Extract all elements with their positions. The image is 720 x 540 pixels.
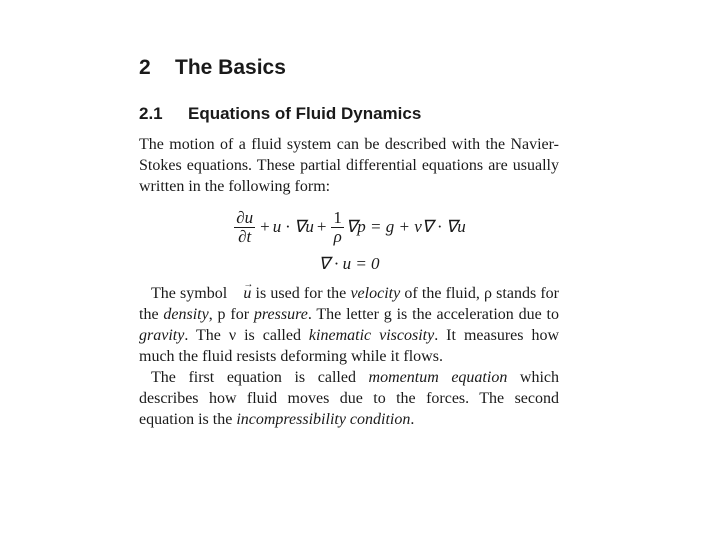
text-run: is used for the [251,285,351,302]
incompressibility-equation [139,249,559,279]
advection-term: u · ∇u [272,217,314,236]
section-heading [139,54,559,82]
emphasis-velocity: velocity [350,285,401,302]
partial-derivative-fraction [234,209,255,246]
emphasis-gravity: gravity [139,327,185,344]
emphasis-pressure: pressure [253,306,308,323]
text-run: of the fluid, ρ stands for the [139,285,560,323]
subsection-number: 2.1 [139,104,163,123]
emphasis-density: density [163,306,209,323]
text-run: . [410,411,415,428]
equation-block [139,205,559,279]
equations-description-paragraph [139,367,559,430]
text-run: which describes how fluid moves due to the forces. The second equation is the [139,369,560,428]
emphasis-momentum-equation: momentum equation [368,369,508,386]
pressure-gravity-viscosity-terms: ∇p = g + ν∇ · ∇u [345,217,466,236]
velocity-symbol: → u [231,283,251,304]
momentum-equation [139,205,559,249]
section-title: The Basics [175,56,286,79]
fraction-denominator: ρ [333,226,342,246]
text-run: . The ν is called [184,327,309,344]
divergence-expression: ∇ · u = 0 [318,254,380,273]
paper-page [139,54,559,430]
emphasis-kinematic-viscosity: kinematic viscosity [308,327,435,344]
symbols-paragraph [139,283,559,367]
fraction-numerator: 1 [333,207,342,227]
fraction-denominator: ∂t [238,226,252,246]
intro-paragraph: The motion of a fluid system can be described with the Navier-Stokes equations. These partial differential equations are usually written in the following form: [139,136,559,195]
plus-operator: + [260,217,270,236]
emphasis-incompressibility-condition: incompressibility condition [236,411,411,428]
text-run: . It measures how much the fluid resists deforming while it flows. [139,327,560,365]
inverse-density-fraction [331,209,344,246]
text-run: , p for [208,306,254,323]
text-run: The symbol [151,285,232,302]
subsection-title: Equations of Fluid Dynamics [188,104,422,123]
plus-operator: + [316,217,327,236]
section-number: 2 [139,56,151,79]
text-run: . The letter g is the acceleration due to [307,306,560,323]
fraction-numerator: ∂u [236,207,254,227]
subsection-heading [139,102,559,126]
text-run: The first equation is called [151,369,369,386]
